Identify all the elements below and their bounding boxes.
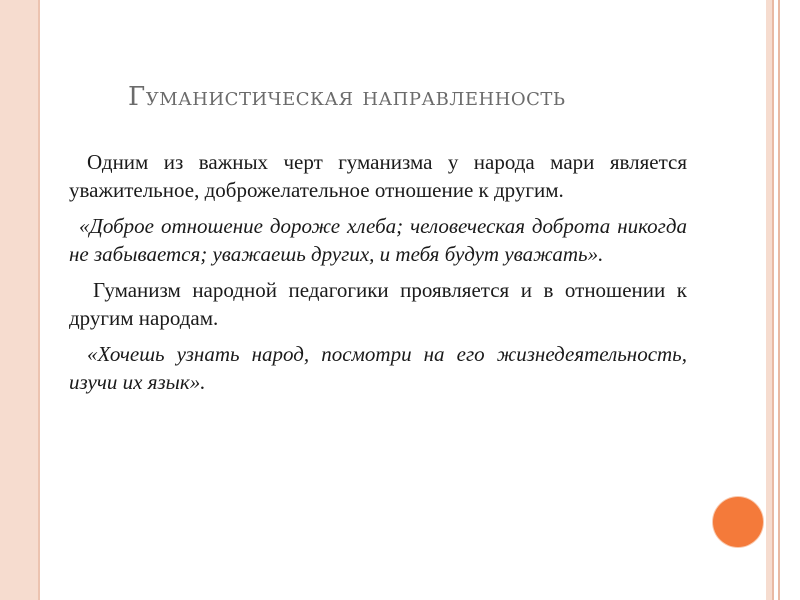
slide-title: Гуманистическая направленность: [128, 82, 566, 112]
quote-know-people-proverb: «Хочешь узнать народ, посмотри на его жизнедеятельность, изучи их язык».: [69, 342, 687, 394]
quote-kindness-proverb: «Доброе отношение дороже хлеба; человеческая доброта никогда не забывается; уважаешь других, и тебя будут уважать».: [69, 214, 687, 266]
left-decorative-border: [0, 0, 38, 600]
accent-circle: [713, 497, 763, 547]
slide-content: [69, 148, 687, 404]
left-border-line: [38, 0, 40, 600]
right-border-line: [778, 0, 780, 600]
paragraph-other-peoples: Гуманизм народной педагогики проявляется и в отношении к другим народам.: [69, 278, 687, 330]
paragraph-humanism-respect: Одним из важных черт гуманизма у народа мари является уважительное, доброжелательное отношение к другим.: [69, 150, 687, 202]
right-border-line: [772, 0, 774, 600]
